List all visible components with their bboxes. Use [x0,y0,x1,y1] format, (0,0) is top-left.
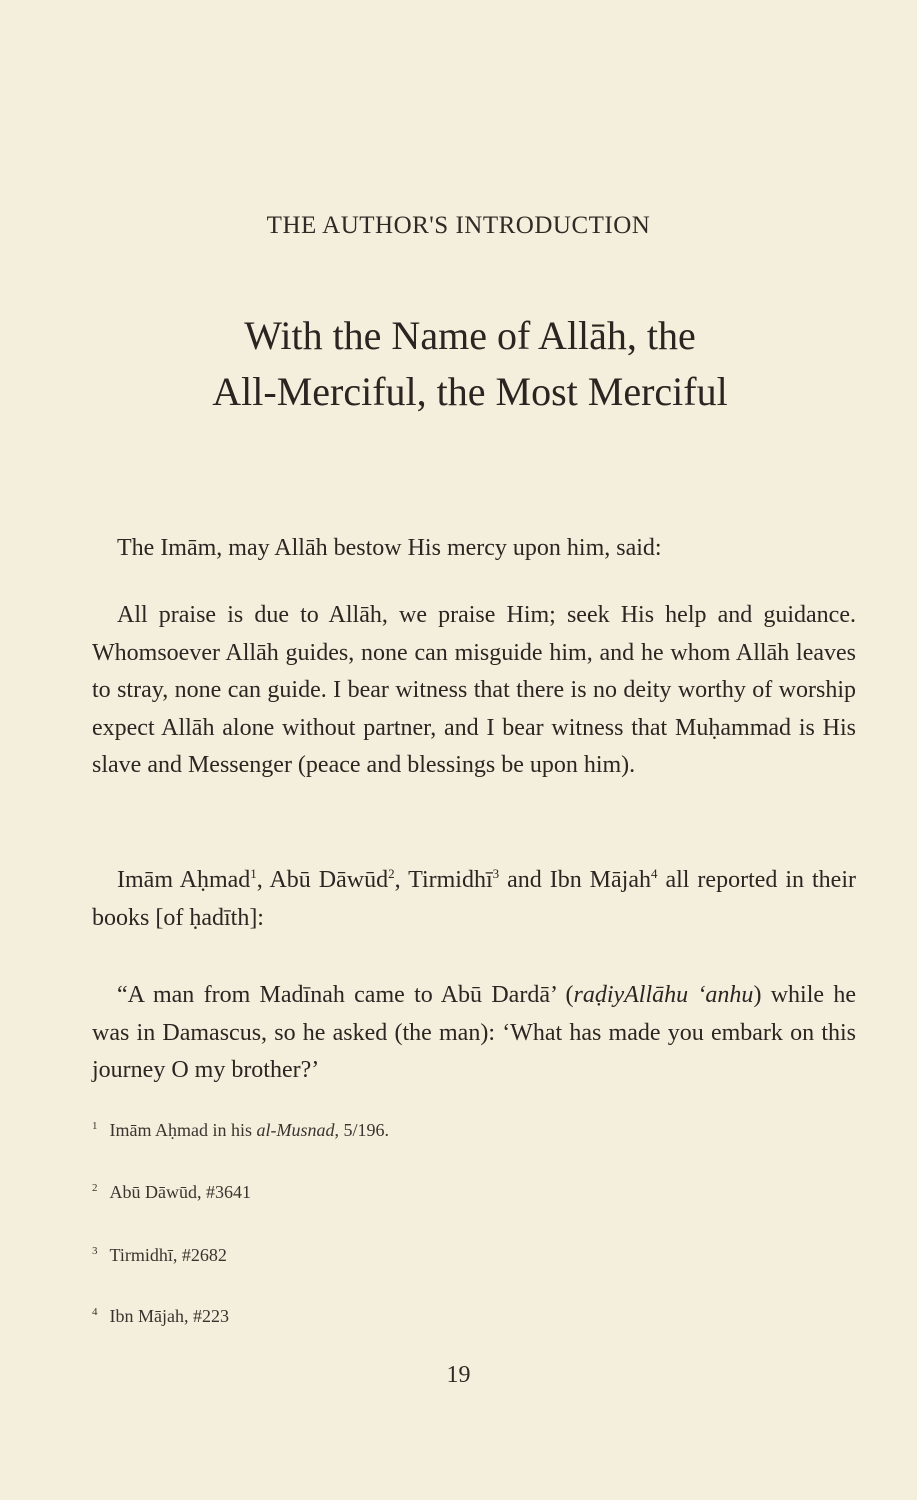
footnote-ref-1[interactable]: 1 [250,866,257,881]
footnote-ref-3[interactable]: 3 [492,866,500,881]
paragraph-praise: All praise is due to Allāh, we praise Him; seek His help and guidance. Whomsoever Allāh guides, none can misguide him, and he whom Allāh leaves to stray, none can guide. I bear witness that there is no deity worthy of worship expect Allāh alone without partner, and I bear witness that Muḥammad is His slave and Messenger (peace and blessings be upon him). [92,602,856,778]
separator: and [499,867,550,893]
honorific: raḍiyAllāhu ‘anhu [573,982,754,1008]
reporter-ahmad: Imām Aḥmad [117,867,251,893]
footnote-mark: 2 [92,1182,98,1194]
reporter-tirmidhi: Tirmidhī [408,867,493,893]
footnote-ref-4[interactable]: 4 [651,866,658,881]
footnote-mark: 3 [92,1245,98,1257]
separator: , [256,867,270,893]
footnote-4 [92,1306,229,1327]
reporter-abu-dawud: Abū Dāwūd [269,867,389,893]
footnote-ref: , 5/196. [334,1120,390,1140]
footnote-text: Imām Aḥmad in his [109,1120,257,1140]
footnote-text: Abū Dāwūd, #3641 [109,1182,251,1202]
quote-part-1: “A man from Madīnah came to Abū Dardā’ ( [117,982,574,1008]
footnote-ref-2[interactable]: 2 [388,866,395,881]
footnote-work-title: al-Musnad [256,1120,335,1140]
footnote-2 [92,1182,251,1203]
footnote-mark: 4 [92,1306,98,1318]
footnote-text: Ibn Mājah, #223 [109,1306,229,1326]
paragraph-reported [92,862,856,937]
chapter-title-line-1: With the Name of Allāh, the [244,313,696,358]
reporter-ibn-majah: Ibn Mājah [549,867,651,893]
footnote-text: Tirmidhī, #2682 [109,1245,227,1265]
page-number: 19 [446,1362,471,1388]
footnote-1 [92,1120,389,1141]
separator: , [394,867,409,893]
quote-part-2: ) while he was in Damascus, so he asked (the man): ‘What has made you embark on this journey O my brother?’ [92,982,857,1083]
paragraph-quote [92,977,856,1090]
chapter-title [100,308,840,420]
reported-tail: all reported in their books [of ḥadīth]: [92,867,856,931]
running-head: THE AUTHOR'S INTRODUCTION [266,212,651,239]
chapter-title-line-2: All-Merciful, the Most Merciful [212,369,728,414]
footnote-mark: 1 [92,1120,98,1132]
footnote-3 [92,1245,227,1266]
paragraph-imam-said: The Imām, may Allāh bestow His mercy upon him, said: [117,535,662,561]
